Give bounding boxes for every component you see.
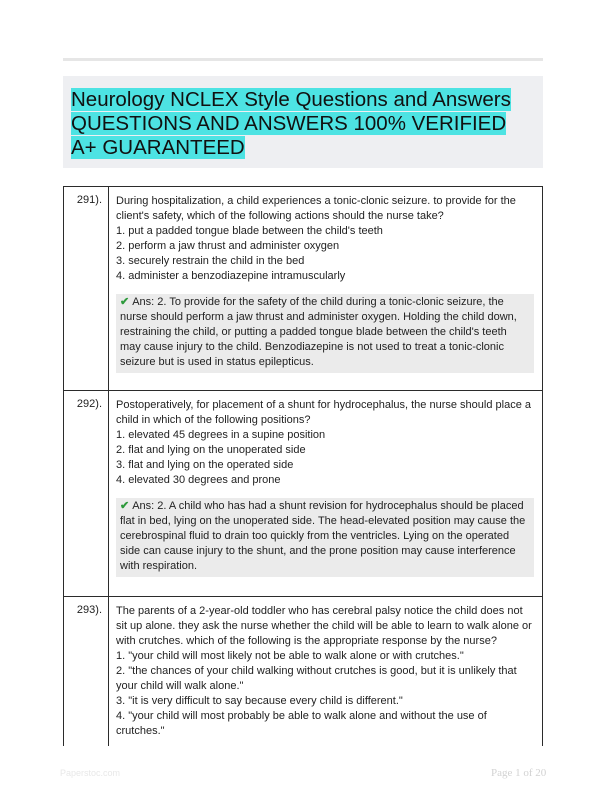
question-body: [109, 187, 542, 390]
question-text: During hospitalization, a child experiences a tonic-clonic seizure. to provide for the client's safety, which of the following actions should the nurse take?: [116, 195, 516, 222]
option-list: [116, 649, 534, 739]
option-item: 1. elevated 45 degrees in a supine position: [116, 429, 326, 441]
check-icon: ✔: [120, 296, 130, 308]
title-banner: [63, 76, 543, 168]
option-item: 2. flat and lying on the unoperated side: [116, 444, 306, 456]
option-item: 4. "your child will most probably be able to walk alone and without the use of crutches.": [116, 710, 487, 737]
page-number: Page 1 of 20: [491, 767, 547, 779]
option-list: [116, 224, 534, 284]
question-number: 291).: [64, 187, 109, 390]
document-title: Neurology NCLEX Style Questions and Answers QUESTIONS AND ANSWERS 100% VERIFIED A+ GUARANTEED: [71, 88, 511, 159]
option-item: 2. perform a jaw thrust and administer oxygen: [116, 240, 340, 252]
footer-site: Paperstoc.com: [60, 768, 121, 778]
top-divider: [63, 58, 543, 61]
check-icon: ✔: [120, 500, 130, 512]
option-item: 3. securely restrain the child in the bed: [116, 255, 305, 267]
question-text: Postoperatively, for placement of a shunt for hydrocephalus, the nurse should place a child in which of the following positions?: [116, 399, 531, 426]
question-row: [64, 187, 542, 391]
question-number: 292).: [64, 391, 109, 596]
option-item: 4. elevated 30 degrees and prone: [116, 474, 281, 486]
answer-box: [116, 294, 534, 373]
option-item: 3. flat and lying on the operated side: [116, 459, 294, 471]
answer-text: Ans: 2. To provide for the safety of the child during a tonic-clonic seizure, the nurse should perform a jaw thrust and administer oxygen. Holding the child down, restraining the child, or putting a padded tongue blade between the child's teeth may cause injury to the child. Benzodiazepine is not used to treat a tonic-clonic seizure but is used in status epilepticus.: [120, 296, 517, 368]
option-item: 4. administer a benzodiazepine intramuscularly: [116, 270, 346, 282]
question-text: The parents of a 2-year-old toddler who has cerebral palsy notice the child does not sit up alone. they ask the nurse whether the child will be able to learn to walk alone or with crutches. which of the following is the appropriate response by the nurse?: [116, 605, 532, 647]
option-list: [116, 428, 534, 488]
question-number: 293).: [64, 597, 109, 746]
option-item: 2. "the chances of your child walking without crutches is good, but it is unlikely that your child will walk alone.": [116, 665, 517, 692]
questions-table: [63, 186, 543, 746]
option-item: 1. put a padded tongue blade between the child's teeth: [116, 225, 383, 237]
option-item: 1. "your child will most likely not be able to walk alone or with crutches.": [116, 650, 464, 662]
question-row: [64, 391, 542, 597]
answer-text: Ans: 2. A child who has had a shunt revision for hydrocephalus should be placed flat in bed, lying on the unoperated side. The head-elevated position may cause the cerebrospinal fluid to drain too quickly from the ventricles. Lying on the operated side can cause injury to the shunt, and the prone position may cause interference with respiration.: [120, 500, 526, 572]
answer-box: [116, 498, 534, 577]
question-row: [64, 597, 542, 746]
option-item: 3. "it is very difficult to say because every child is different.": [116, 695, 403, 707]
question-body: [109, 597, 542, 746]
question-body: [109, 391, 542, 596]
